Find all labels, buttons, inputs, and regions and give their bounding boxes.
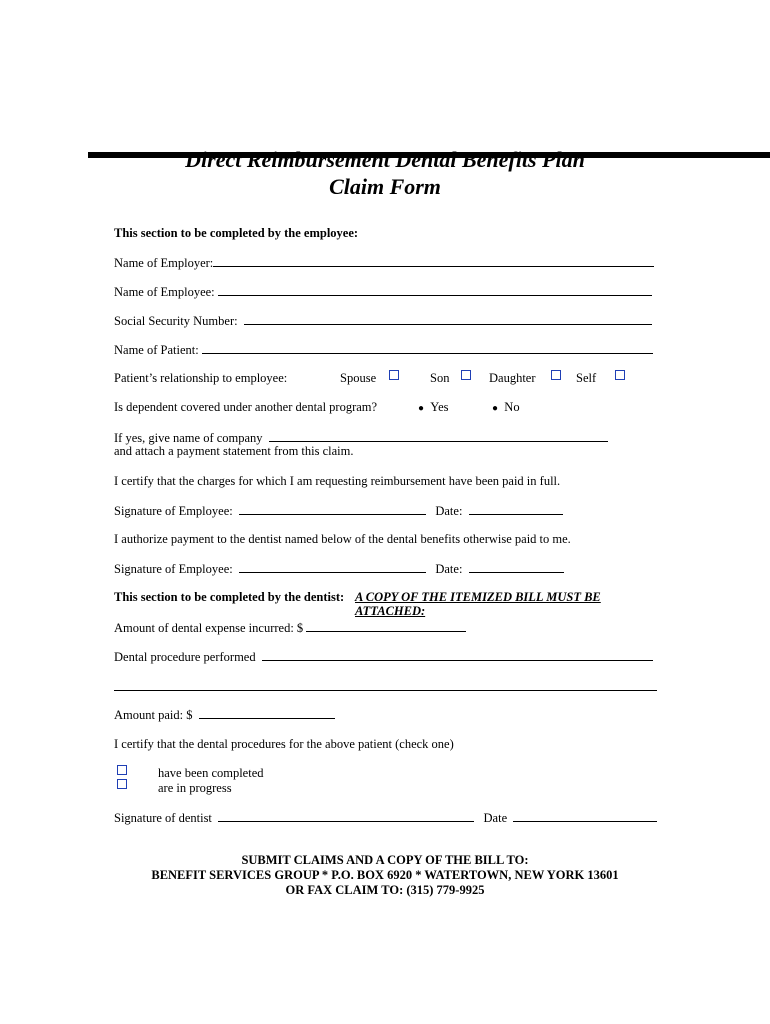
company-field[interactable] [269, 430, 608, 442]
relationship-daughter-label: Daughter [489, 371, 536, 385]
relationship-daughter-checkbox[interactable] [551, 370, 561, 380]
certify-paid-text: I certify that the charges for which I am requesting reimbursement have been paid in full. [114, 474, 561, 488]
yes-label: Yes [430, 400, 449, 414]
ssn-label: Social Security Number: [114, 314, 238, 328]
employee-row [114, 284, 652, 300]
no-bullet-icon: ● [492, 403, 499, 414]
amount-paid-field[interactable] [199, 707, 335, 719]
amount-paid-label: Amount paid: $ [114, 708, 193, 722]
employer-label: Name of Employer: [114, 256, 214, 270]
procedure-row [114, 649, 653, 665]
employee-signature-label-2: Signature of Employee: [114, 562, 233, 576]
employee-date-field-2[interactable] [469, 561, 564, 573]
employee-label: Name of Employee: [114, 285, 215, 299]
expense-label: Amount of dental expense incurred: $ [114, 621, 304, 635]
completed-checkbox[interactable] [117, 765, 127, 775]
dentist-certify-text: I certify that the dental procedures for the above patient (check one) [114, 737, 454, 751]
employer-row [114, 255, 654, 271]
dentist-signature-label: Signature of dentist [114, 811, 212, 825]
patient-field[interactable] [202, 342, 653, 354]
no-label: No [504, 400, 520, 414]
form-subtitle: Claim Form [329, 174, 441, 199]
ssn-field[interactable] [244, 313, 652, 325]
patient-row [114, 342, 653, 358]
amount-paid-row [114, 707, 335, 723]
in-progress-checkbox[interactable] [117, 779, 127, 789]
employee-signature-label: Signature of Employee: [114, 504, 233, 518]
dependent-yes-option[interactable] [418, 400, 449, 416]
relationship-label: Patient’s relationship to employee: [114, 371, 288, 385]
employee-date-label: Date: [435, 504, 463, 518]
dentist-date-field[interactable] [513, 810, 657, 822]
employee-date-field[interactable] [469, 503, 563, 515]
employee-signature-field-2[interactable] [239, 561, 426, 573]
relationship-son-label: Son [430, 371, 450, 385]
relationship-self-label: Self [576, 371, 597, 385]
dependent-question: Is dependent covered under another dental program? [114, 400, 378, 414]
relationship-spouse-label: Spouse [340, 371, 377, 385]
dentist-date-label: Date [483, 811, 508, 825]
procedure-label: Dental procedure performed [114, 650, 256, 664]
employee-signature-row-2 [114, 561, 564, 577]
employee-date-label-2: Date: [435, 562, 463, 576]
itemized-bill-notice: A COPY OF THE ITEMIZED BILL MUST BE ATTACHED: [355, 590, 601, 618]
patient-label: Name of Patient: [114, 343, 199, 357]
relationship-son-checkbox[interactable] [461, 370, 471, 380]
company-note: and attach a payment statement from this claim. [114, 444, 354, 458]
ssn-row [114, 313, 652, 329]
relationship-spouse-checkbox[interactable] [389, 370, 399, 380]
employee-signature-row-1 [114, 503, 563, 519]
completed-label: have been completed [158, 766, 264, 780]
expense-field[interactable] [306, 620, 466, 632]
employer-field[interactable] [213, 255, 654, 267]
employee-signature-field[interactable] [239, 503, 426, 515]
fax-number: OR FAX CLAIM TO: (315) 779-9925 [285, 883, 485, 897]
company-label: If yes, give name of company [114, 431, 263, 445]
dependent-no-option[interactable] [492, 400, 520, 416]
mailing-address: BENEFIT SERVICES GROUP * P.O. BOX 6920 * WATERTOWN, NEW YORK 13601 [151, 868, 619, 882]
employee-field[interactable] [218, 284, 652, 296]
in-progress-label: are in progress [158, 781, 232, 795]
employee-section-heading: This section to be completed by the employee: [114, 226, 359, 240]
dentist-signature-row [114, 810, 657, 826]
yes-bullet-icon: ● [418, 403, 425, 414]
form-title: Direct Reimbursement Dental Benefits Plan [185, 147, 585, 172]
procedure-field-line-2[interactable] [114, 690, 657, 691]
dentist-section-heading [114, 590, 344, 605]
dentist-signature-field[interactable] [218, 810, 474, 822]
procedure-field[interactable] [262, 649, 653, 661]
dentist-heading-text: This section to be completed by the dentist: [114, 590, 345, 604]
relationship-self-checkbox[interactable] [615, 370, 625, 380]
expense-row [114, 620, 466, 636]
authorize-text: I authorize payment to the dentist named below of the dental benefits otherwise paid to me. [114, 532, 571, 546]
submit-claims-heading: SUBMIT CLAIMS AND A COPY OF THE BILL TO: [241, 853, 529, 867]
